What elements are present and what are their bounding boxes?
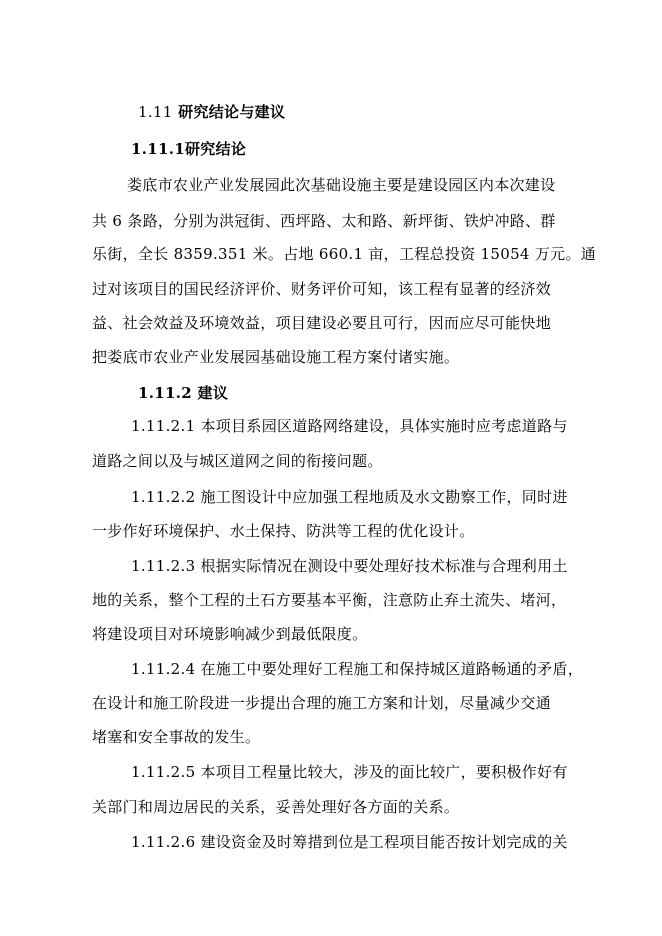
paragraph-line: 乐街，全长 8359.351 米。占地 660.1 亩，工程总投资 15054 万元。通	[92, 245, 597, 263]
recommendation-line: 道路之间以及与城区道网之间的衔接问题。	[92, 452, 383, 470]
recommendation-line: 1.11.2.5 本项目工程量比较大，涉及的面比较广，要积极作好有	[131, 763, 568, 781]
recommendation-line: 关部门和周边居民的关系，妥善处理好各方面的关系。	[92, 798, 460, 816]
recommendation-line: 地的关系，整个工程的土石方要基本平衡，注意防止弃土流失、堵河，	[92, 591, 567, 609]
recommendation-line: 在设计和施工阶段进一步提出合理的施工方案和计划，尽量减少交通	[92, 694, 552, 712]
recommendation-line: 1.11.2.4 在施工中要处理好工程施工和保持城区道路畅通的矛盾，	[131, 660, 583, 678]
section-number: 1.11.1	[131, 140, 185, 158]
section-heading-1-11-1	[131, 139, 246, 159]
recommendation-line: 一步作好环境保护、水土保持、防洪等工程的优化设计。	[92, 522, 475, 540]
recommendation-line: 1.11.2.2 施工图设计中应加强工程地质及水文勘察工作，同时进	[131, 488, 568, 506]
section-title: 研究结论	[185, 140, 247, 158]
section-title: 研究结论与建议	[178, 103, 286, 121]
paragraph-line: 娄底市农业产业发展园此次基础设施主要是建设园区内本次建设	[127, 176, 556, 194]
section-heading-1-11	[138, 102, 285, 122]
recommendation-line: 1.11.2.6 建设资金及时筹措到位是工程项目能否按计划完成的关	[131, 833, 568, 851]
paragraph-line: 把娄底市农业产业发展园基础设施工程方案付诸实施。	[92, 348, 460, 366]
recommendation-line: 堵塞和安全事故的发生。	[92, 728, 261, 746]
paragraph-line: 共 6 条路，分别为洪冠街、西坪路、太和路、新坪街、铁炉冲路、群	[92, 212, 556, 230]
section-title: 建议	[197, 384, 229, 402]
section-number: 1.11	[138, 103, 173, 121]
recommendation-line: 1.11.2.3 根据实际情况在测设中要处理好技术标准与合理利用土	[131, 557, 568, 575]
recommendation-line: 1.11.2.1 本项目系园区道路网络建设，具体实施时应考虑道路与	[131, 417, 568, 435]
paragraph-line: 益、社会效益及环境效益，项目建设必要且可行，因而应尽可能快地	[92, 314, 552, 332]
section-heading-1-11-2	[138, 383, 228, 403]
section-number: 1.11.2	[138, 384, 192, 402]
recommendation-line: 将建设项目对环境影响减少到最低限度。	[92, 625, 368, 643]
paragraph-line: 过对该项目的国民经济评价、财务评价可知，该工程有显著的经济效	[92, 280, 552, 298]
